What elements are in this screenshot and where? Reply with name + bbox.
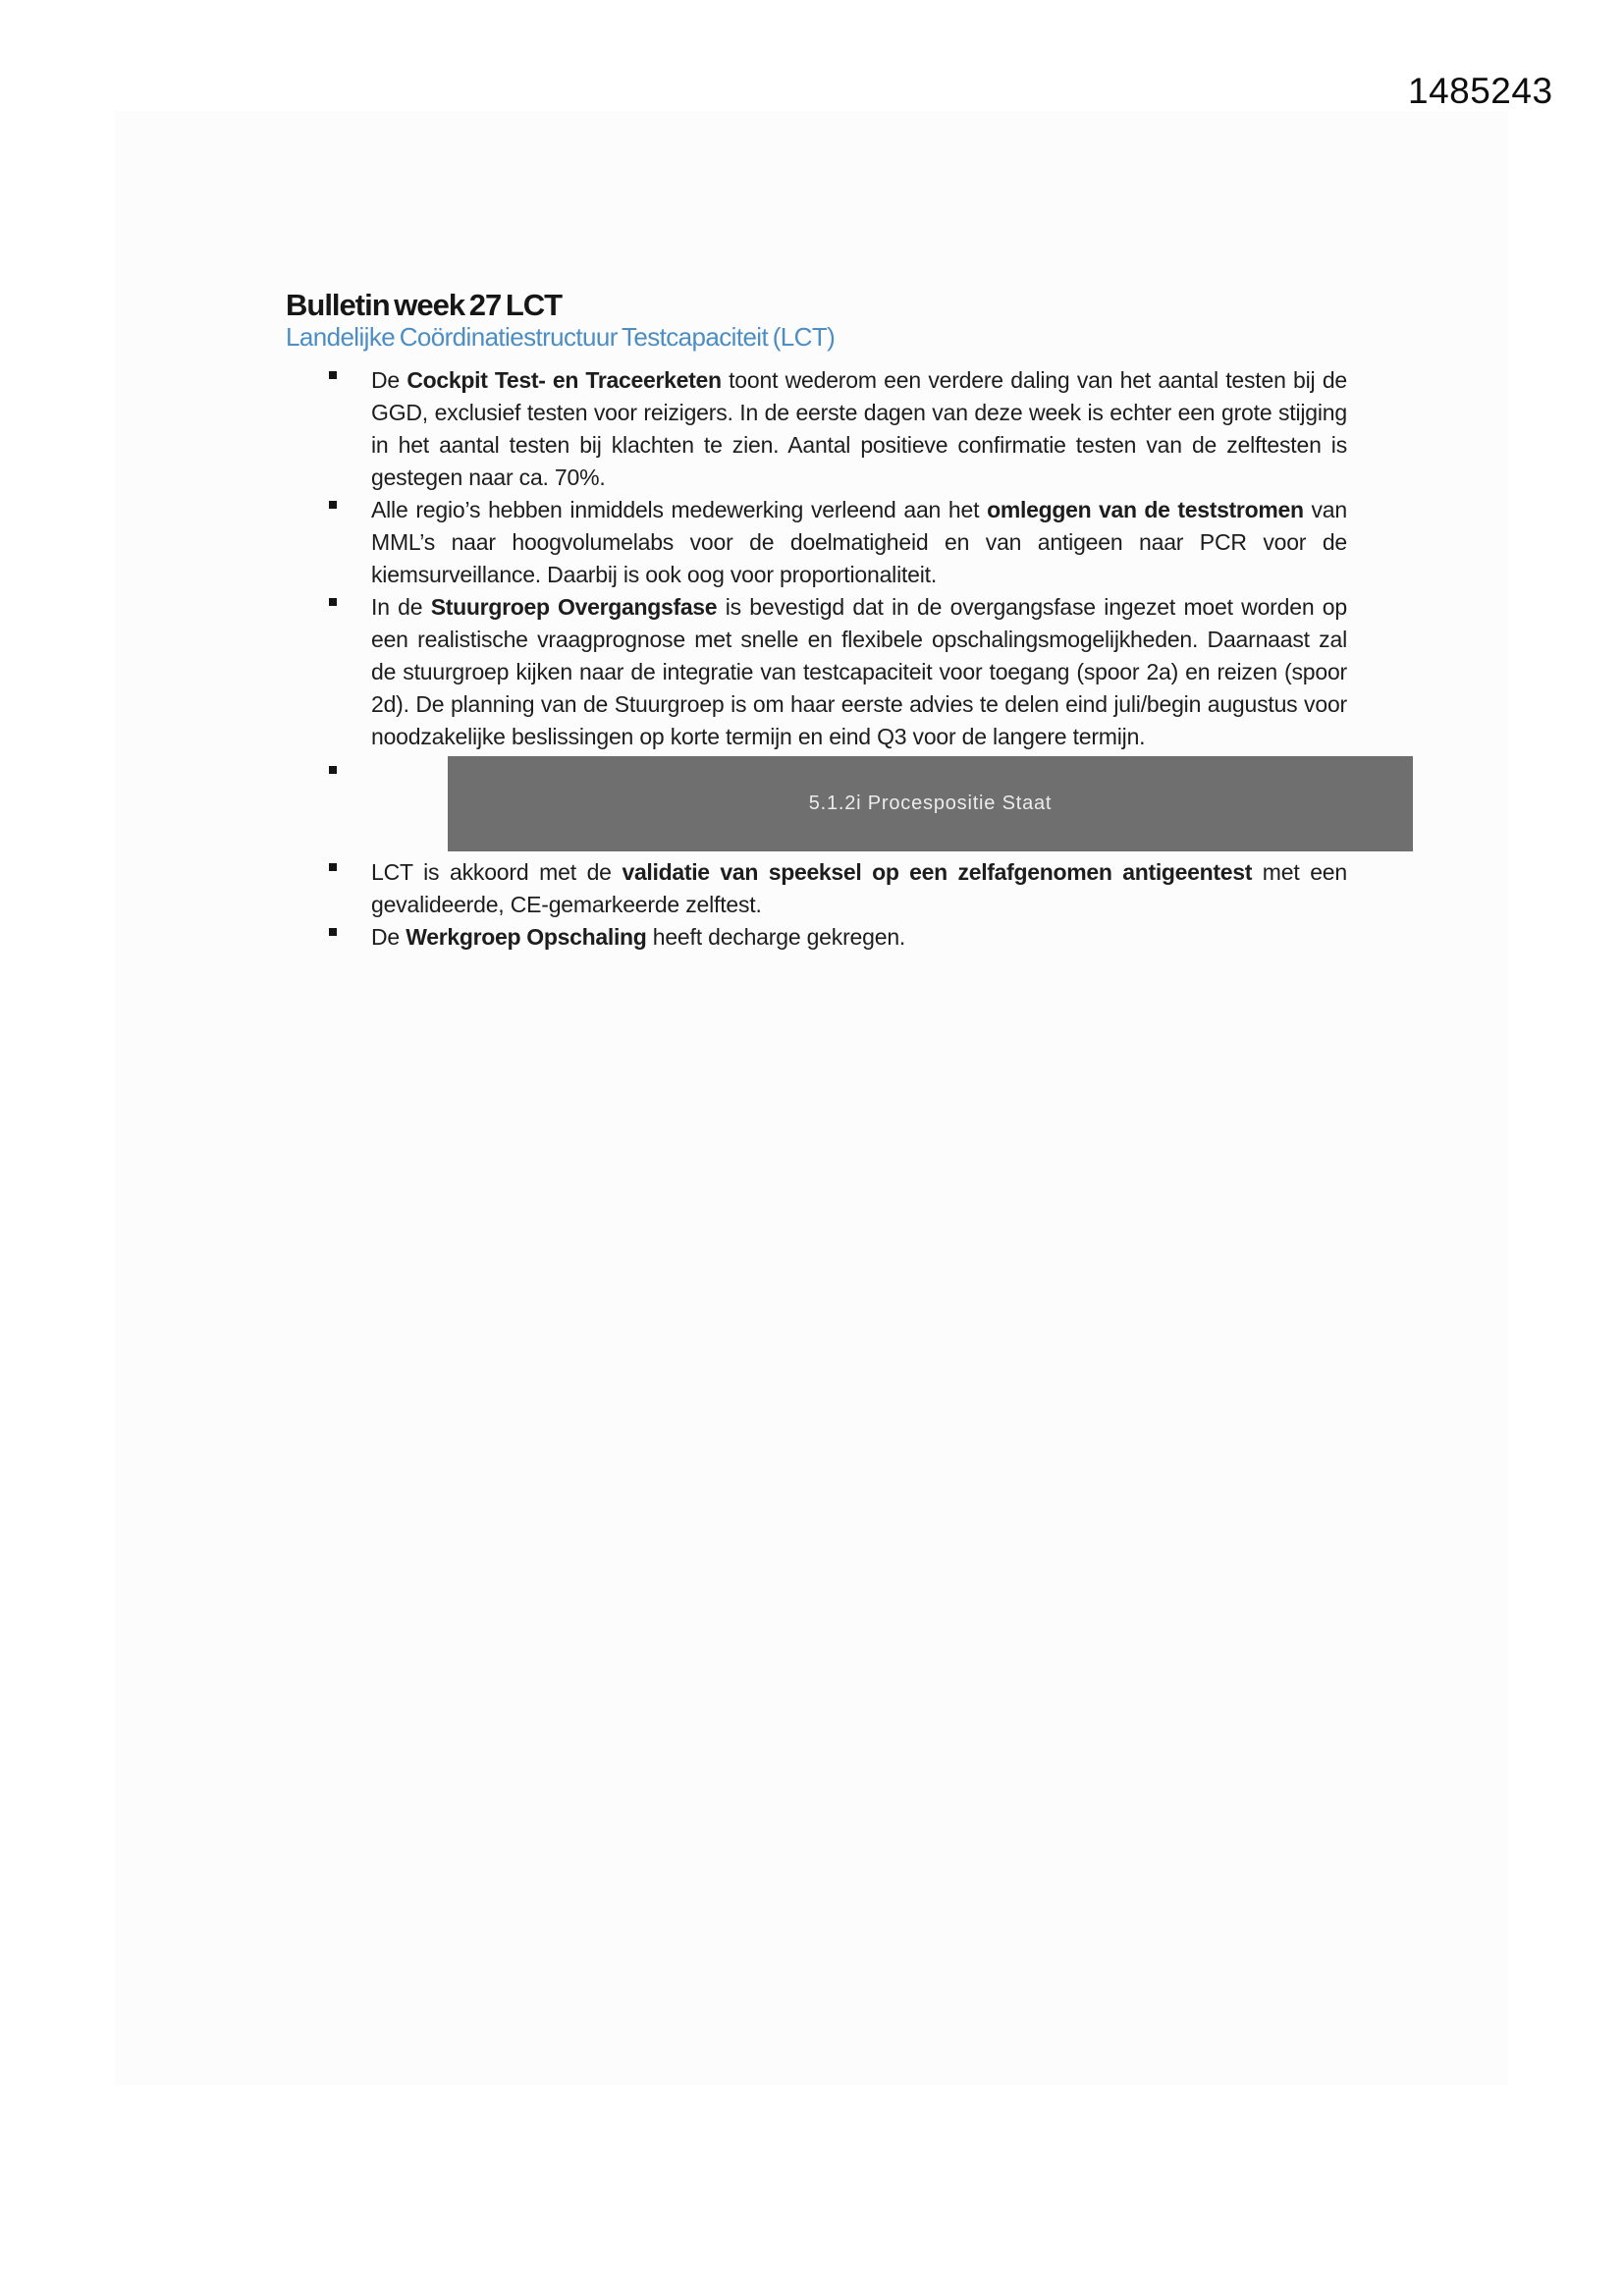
bullet-item-teststromen xyxy=(286,494,1351,591)
bullet-square-icon xyxy=(329,863,337,871)
redacted-block xyxy=(448,756,1413,851)
bullet-text-post: van MML’s naar hoogvolumelabs voor de doelmatigheid en van antigeen naar PCR voor de kiemsurveillance. Daarbij is ook oog voor proportionaliteit. xyxy=(371,497,1347,587)
bullet-text-bold: Stuurgroep Overgangsfase xyxy=(430,594,718,620)
bullet-text-bold: validatie van speeksel op een zelfafgenomen antigeentest xyxy=(622,859,1253,885)
bullet-item-stuurgroep xyxy=(286,591,1351,753)
bullet-text xyxy=(371,856,1347,921)
bullet-text-bold: Cockpit Test- en Traceerketen xyxy=(406,367,722,393)
bullet-text-post: met een gevalideerde, CE-gemarkeerde zelftest. xyxy=(371,859,1347,917)
bullet-text-post: toont wederom een verdere daling van het aantal testen bij de GGD, exclusief testen voor reizigers. In de eerste dagen van deze week is echter een grote stijging in het aantal testen bij klachten te zien. Aantal positieve confirmatie testen van de zelftesten is gestegen naar ca. 70%. xyxy=(371,367,1348,490)
bullet-square-icon xyxy=(329,501,337,509)
bullet-item-redacted xyxy=(286,756,1351,851)
bullet-square-icon xyxy=(329,766,337,774)
page-title: Bulletin week 27 LCT xyxy=(286,288,563,322)
bullet-list xyxy=(286,364,1351,954)
bullet-item-validatie xyxy=(286,856,1351,921)
bullet-text-bold: omleggen van de teststromen xyxy=(987,497,1304,522)
bullet-text-pre: LCT is akkoord met de xyxy=(371,859,623,885)
bullet-text-pre: In de xyxy=(371,594,431,620)
redaction-label: 5.1.2i Procespositie Staat xyxy=(808,793,1053,814)
bullet-text-bold: Werkgroep Opschaling xyxy=(406,924,647,950)
bullet-text-pre: De xyxy=(371,924,406,950)
bullet-square-icon xyxy=(329,928,337,936)
bullet-text xyxy=(371,921,1347,954)
bullet-text xyxy=(371,494,1347,591)
bullet-text-post: is bevestigd dat in de overgangsfase ingezet moet worden op een realistische vraagprognose met snelle en flexibele opschalingsmogelijkheden. Daarnaast zal de stuurgroep kijken naar de integratie van testcapaciteit voor toegang (spoor 2a) en reizen (spoor 2d). De planning van de Stuurgroep is om haar eerste advies te delen eind juli/begin augustus voor noodzakelijke beslissingen op korte termijn en eind Q3 voor de langere termijn. xyxy=(371,594,1347,749)
document-subtitle: Landelijke Coördinatiestructuur Testcapaciteit (LCT) xyxy=(286,322,836,352)
bullet-text-pre: De xyxy=(371,367,407,393)
bullet-item-werkgroep xyxy=(286,921,1351,954)
bullet-text xyxy=(371,591,1347,753)
bullet-item-cockpit xyxy=(286,364,1351,494)
bullet-text xyxy=(371,364,1347,494)
bullet-text-pre: Alle regio’s hebben inmiddels medewerking verleend aan het xyxy=(371,497,988,522)
bullet-square-icon xyxy=(329,371,337,379)
bullet-text-post: heeft decharge gekregen. xyxy=(646,924,906,950)
document-number: 1485243 xyxy=(1408,71,1553,111)
bullet-square-icon xyxy=(329,598,337,606)
document-content xyxy=(286,289,1351,954)
